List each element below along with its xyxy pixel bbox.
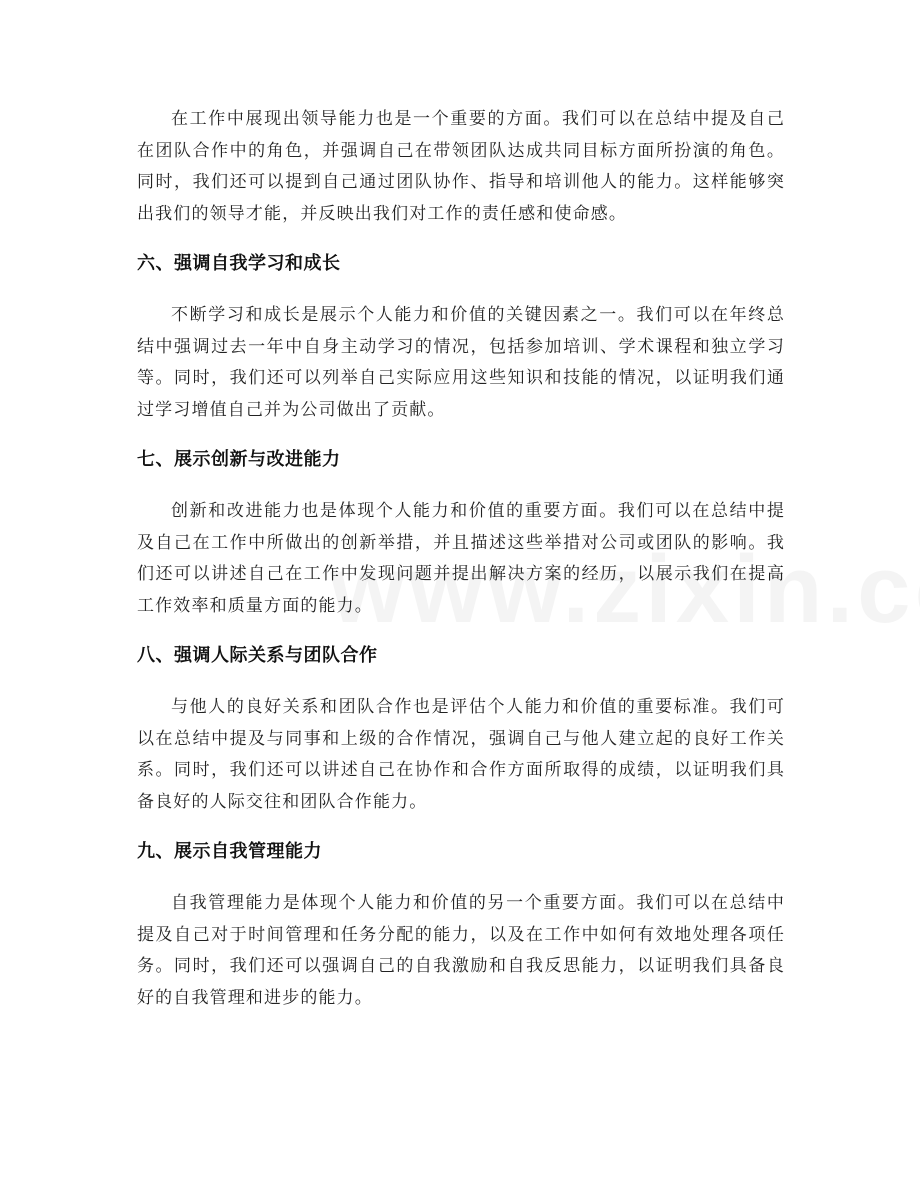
section-heading: 八、强调人际关系与团队合作 (137, 645, 378, 666)
section-heading: 六、强调自我学习和成长 (137, 253, 341, 274)
section-heading: 七、展示创新与改进能力 (137, 449, 341, 470)
paragraph: 不断学习和成长是展示个人能力和价值的关键因素之一。我们可以在年终总结中强调过去一年中自身主动学习的情况，包括参加培训、学术课程和独立学习等。同时，我们还可以列举自己实际应用这些知识和技能的情况，以证明我们通过学习增值自己并为公司做出了贡献。 (137, 305, 785, 420)
paragraph: 与他人的良好关系和团队合作也是评估个人能力和价值的重要标准。我们可以在总结中提及与同事和上级的合作情况，强调自己与他人建立起的良好工作关系。同时，我们还可以讲述自己在协作和合作方面所取得的成绩，以证明我们具备良好的人际交往和团队合作能力。 (137, 697, 785, 812)
paragraph: 创新和改进能力也是体现个人能力和价值的重要方面。我们可以在总结中提及自己在工作中所做出的创新举措，并且描述这些举措对公司或团队的影响。我们还可以讲述自己在工作中发现问题并提出解决方案的经历，以展示我们在提高工作效率和质量方面的能力。 (137, 501, 785, 616)
section-heading: 九、展示自我管理能力 (137, 841, 322, 862)
paragraph: 自我管理能力是体现个人能力和价值的另一个重要方面。我们可以在总结中提及自己对于时间管理和任务分配的能力，以及在工作中如何有效地处理各项任务。同时，我们还可以强调自己的自我激励和自我反思能力，以证明我们具备良好的自我管理和进步的能力。 (137, 893, 785, 1008)
document-body (137, 104, 785, 1034)
paragraph: 在工作中展现出领导能力也是一个重要的方面。我们可以在总结中提及自己在团队合作中的角色，并强调自己在带领团队达成共同目标方面所扮演的角色。同时，我们还可以提到自己通过团队协作、指导和培训他人的能力。这样能够突出我们的领导才能，并反映出我们对工作的责任感和使命感。 (137, 109, 785, 224)
